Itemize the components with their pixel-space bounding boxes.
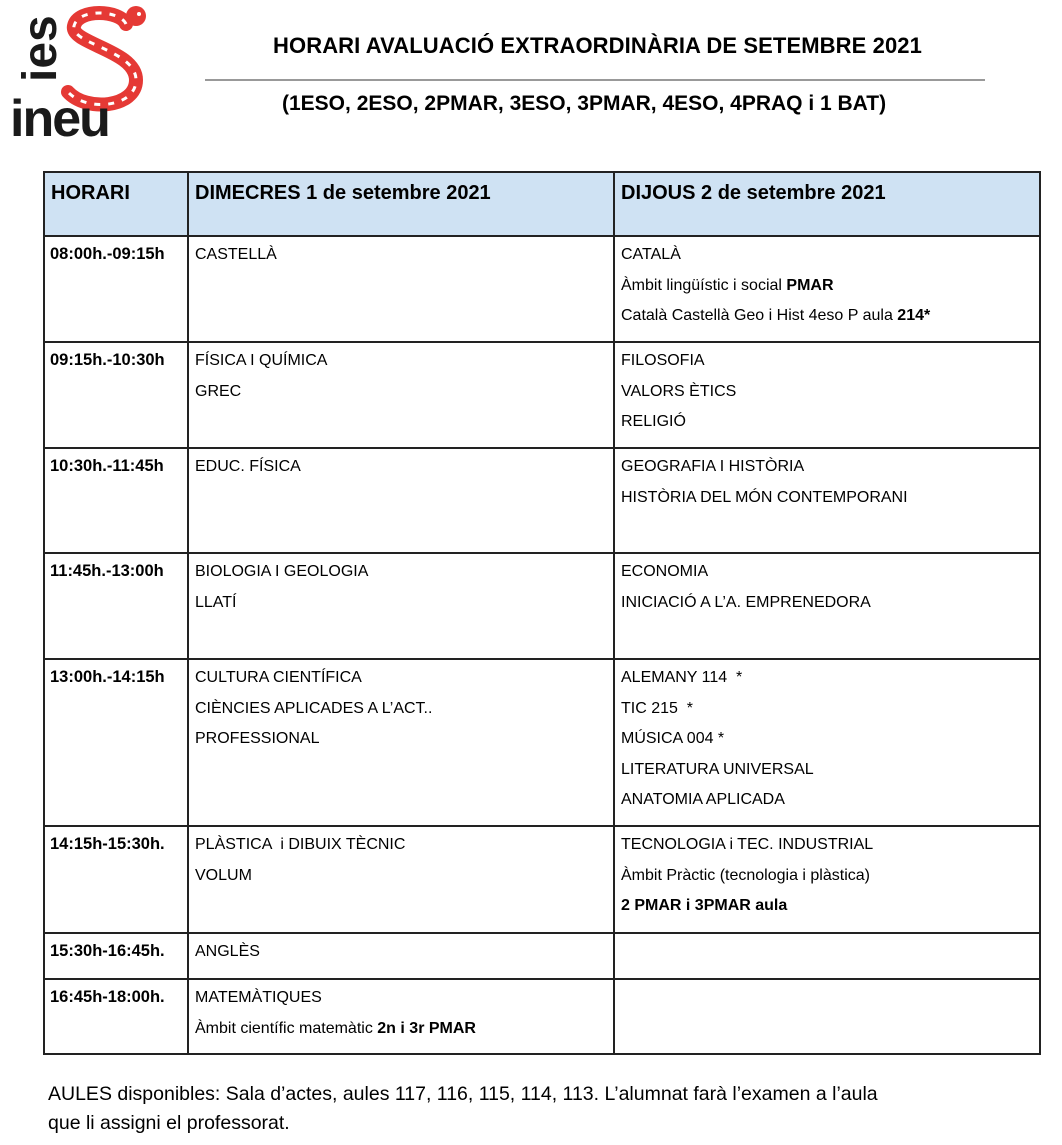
subject-line xyxy=(621,835,1033,866)
time-slot-cell xyxy=(44,236,188,342)
subject-text: LLATÍ xyxy=(195,593,237,611)
table-row xyxy=(44,826,1040,933)
subject-text: MATEMÀTIQUES xyxy=(195,989,322,1006)
thursday-subjects-cell xyxy=(614,236,1040,342)
time-slot-cell xyxy=(44,826,188,933)
wednesday-subjects-cell xyxy=(188,236,614,342)
time-slot-label: 10:30h.-11:45h xyxy=(50,457,164,475)
subject-line xyxy=(195,866,607,897)
subject-line xyxy=(621,488,1033,519)
thursday-subjects-cell xyxy=(614,979,1040,1054)
subject-text: PROFESSIONAL xyxy=(195,730,320,747)
subject-line xyxy=(621,412,1033,443)
wednesday-subjects-cell xyxy=(188,553,614,659)
subject-text: CIÈNCIES APLICADES A L’ACT.. xyxy=(195,699,433,717)
subject-text: HISTÒRIA DEL MÓN CONTEMPORANI xyxy=(621,488,908,506)
subject-line xyxy=(195,988,607,1019)
subject-bold-text: PMAR xyxy=(786,276,834,294)
subject-line xyxy=(195,351,607,382)
classrooms-note-line-1: AULES disponibles: Sala d’actes, aules 117, 116, 115, 114, 113. L’alumnat farà l’examen a l’aula xyxy=(48,1083,878,1105)
subject-line xyxy=(195,699,607,730)
subject-text: Àmbit Pràctic (tecnologia i plàstica) xyxy=(621,866,870,884)
table-header-row xyxy=(44,172,1040,236)
subject-bold-text: 2 PMAR i 3PMAR aula xyxy=(621,897,788,914)
subject-text: LITERATURA UNIVERSAL xyxy=(621,760,814,778)
subject-line xyxy=(621,760,1033,791)
subject-text: GREC xyxy=(195,382,242,400)
subject-line xyxy=(621,562,1033,593)
subject-line xyxy=(621,790,1033,821)
subject-text: MÚSICA 004 * xyxy=(621,730,725,747)
time-slot-cell xyxy=(44,979,188,1054)
subject-text: TIC 215 * xyxy=(621,699,694,717)
subject-line xyxy=(621,276,1033,307)
subject-text: TECNOLOGIA i TEC. INDUSTRIAL xyxy=(621,836,874,853)
subject-line xyxy=(621,866,1033,897)
table-row xyxy=(44,448,1040,553)
subject-text: Àmbit científic matemàtic xyxy=(195,1019,378,1037)
subject-line xyxy=(621,896,1033,927)
subject-text: ALEMANY 114 * xyxy=(621,669,743,686)
subject-line xyxy=(195,729,607,760)
time-slot-cell xyxy=(44,553,188,659)
wednesday-subjects-cell xyxy=(188,933,614,979)
subject-line xyxy=(195,593,607,624)
wednesday-subjects-cell xyxy=(188,826,614,933)
thursday-subjects-cell xyxy=(614,659,1040,826)
subject-text: VOLUM xyxy=(195,866,252,884)
subject-line xyxy=(621,245,1033,276)
classrooms-note xyxy=(48,1080,1008,1138)
subject-line xyxy=(195,457,607,488)
page-title: HORARI AVALUACIÓ EXTRAORDINÀRIA DE SETEMBRE 2021 xyxy=(273,33,922,58)
svg-text:ineu: ineu xyxy=(10,90,109,142)
subject-text: EDUC. FÍSICA xyxy=(195,458,301,475)
subject-text: FILOSOFIA xyxy=(621,352,705,369)
subject-text: CASTELLÀ xyxy=(195,246,277,263)
column-header-wednesday: DIMECRES 1 de setembre 2021 xyxy=(188,172,614,236)
thursday-subjects-cell xyxy=(614,342,1040,448)
subject-line xyxy=(195,245,607,276)
column-header-time: HORARI xyxy=(44,172,188,236)
subject-text: CATALÀ xyxy=(621,246,681,263)
subject-text: CULTURA CIENTÍFICA xyxy=(195,669,362,686)
table-row xyxy=(44,342,1040,448)
subject-text: RELIGIÓ xyxy=(621,413,686,430)
time-slot-label: 09:15h.-10:30h xyxy=(50,351,165,369)
subject-line xyxy=(621,382,1033,413)
time-slot-cell xyxy=(44,342,188,448)
school-logo xyxy=(8,2,158,142)
subject-line xyxy=(195,942,607,973)
subject-bold-text: 2n i 3r PMAR xyxy=(377,1019,476,1037)
table-row xyxy=(44,933,1040,979)
subject-text: VALORS ÈTICS xyxy=(621,382,737,400)
subject-line xyxy=(621,668,1033,699)
thursday-subjects-cell xyxy=(614,933,1040,979)
subject-text: BIOLOGIA I GEOLOGIA xyxy=(195,563,369,580)
classrooms-note-line-2: que li assigni el professorat. xyxy=(48,1112,290,1134)
subject-bold-text: 214* xyxy=(897,307,931,324)
subject-text: GEOGRAFIA I HISTÒRIA xyxy=(621,458,805,475)
subject-text: Àmbit lingüístic i social xyxy=(621,276,787,294)
table-row xyxy=(44,979,1040,1054)
table-row xyxy=(44,553,1040,659)
subject-line xyxy=(621,729,1033,760)
wednesday-subjects-cell xyxy=(188,448,614,553)
page-subtitle: (1ESO, 2ESO, 2PMAR, 3ESO, 3PMAR, 4ESO, 4PRAQ i 1 BAT) xyxy=(282,92,887,115)
time-slot-label: 13:00h.-14:15h xyxy=(50,668,165,686)
time-slot-label: 14:15h-15:30h. xyxy=(50,835,165,853)
thursday-subjects-cell xyxy=(614,553,1040,659)
time-slot-cell xyxy=(44,933,188,979)
subject-text: FÍSICA I QUÍMICA xyxy=(195,352,328,369)
title-divider xyxy=(205,79,985,81)
subject-line xyxy=(621,306,1033,337)
subject-text: ECONOMIA xyxy=(621,563,709,580)
subject-text: ANGLÈS xyxy=(195,943,260,960)
time-slot-label: 11:45h.-13:00h xyxy=(50,562,164,580)
subject-line xyxy=(621,593,1033,624)
time-slot-cell xyxy=(44,659,188,826)
wednesday-subjects-cell xyxy=(188,979,614,1054)
subject-line xyxy=(621,457,1033,488)
subject-text: PLÀSTICA i DIBUIX TÈCNIC xyxy=(195,836,406,853)
thursday-subjects-cell xyxy=(614,826,1040,933)
subject-text: INICIACIÓ A L’A. EMPRENEDORA xyxy=(621,593,871,611)
subject-line xyxy=(195,835,607,866)
schedule-table xyxy=(43,171,1041,1055)
ies-ineu-logo-icon xyxy=(8,2,158,142)
subject-text: ANATOMIA APLICADA xyxy=(621,791,785,808)
subject-line xyxy=(621,699,1033,730)
thursday-subjects-cell xyxy=(614,448,1040,553)
table-row xyxy=(44,236,1040,342)
svg-text:ies: ies xyxy=(14,15,67,82)
subject-line xyxy=(621,351,1033,382)
time-slot-label: 08:00h.-09:15h xyxy=(50,245,165,263)
time-slot-cell xyxy=(44,448,188,553)
time-slot-label: 15:30h-16:45h. xyxy=(50,942,165,960)
column-header-thursday: DIJOUS 2 de setembre 2021 xyxy=(614,172,1040,236)
subject-line xyxy=(195,382,607,413)
subject-text: Català Castellà Geo i Hist 4eso P aula xyxy=(621,307,898,324)
time-slot-label: 16:45h-18:00h. xyxy=(50,988,165,1006)
table-row xyxy=(44,659,1040,826)
subject-line xyxy=(195,562,607,593)
subject-line xyxy=(195,668,607,699)
subject-line xyxy=(195,1019,607,1050)
wednesday-subjects-cell xyxy=(188,659,614,826)
wednesday-subjects-cell xyxy=(188,342,614,448)
